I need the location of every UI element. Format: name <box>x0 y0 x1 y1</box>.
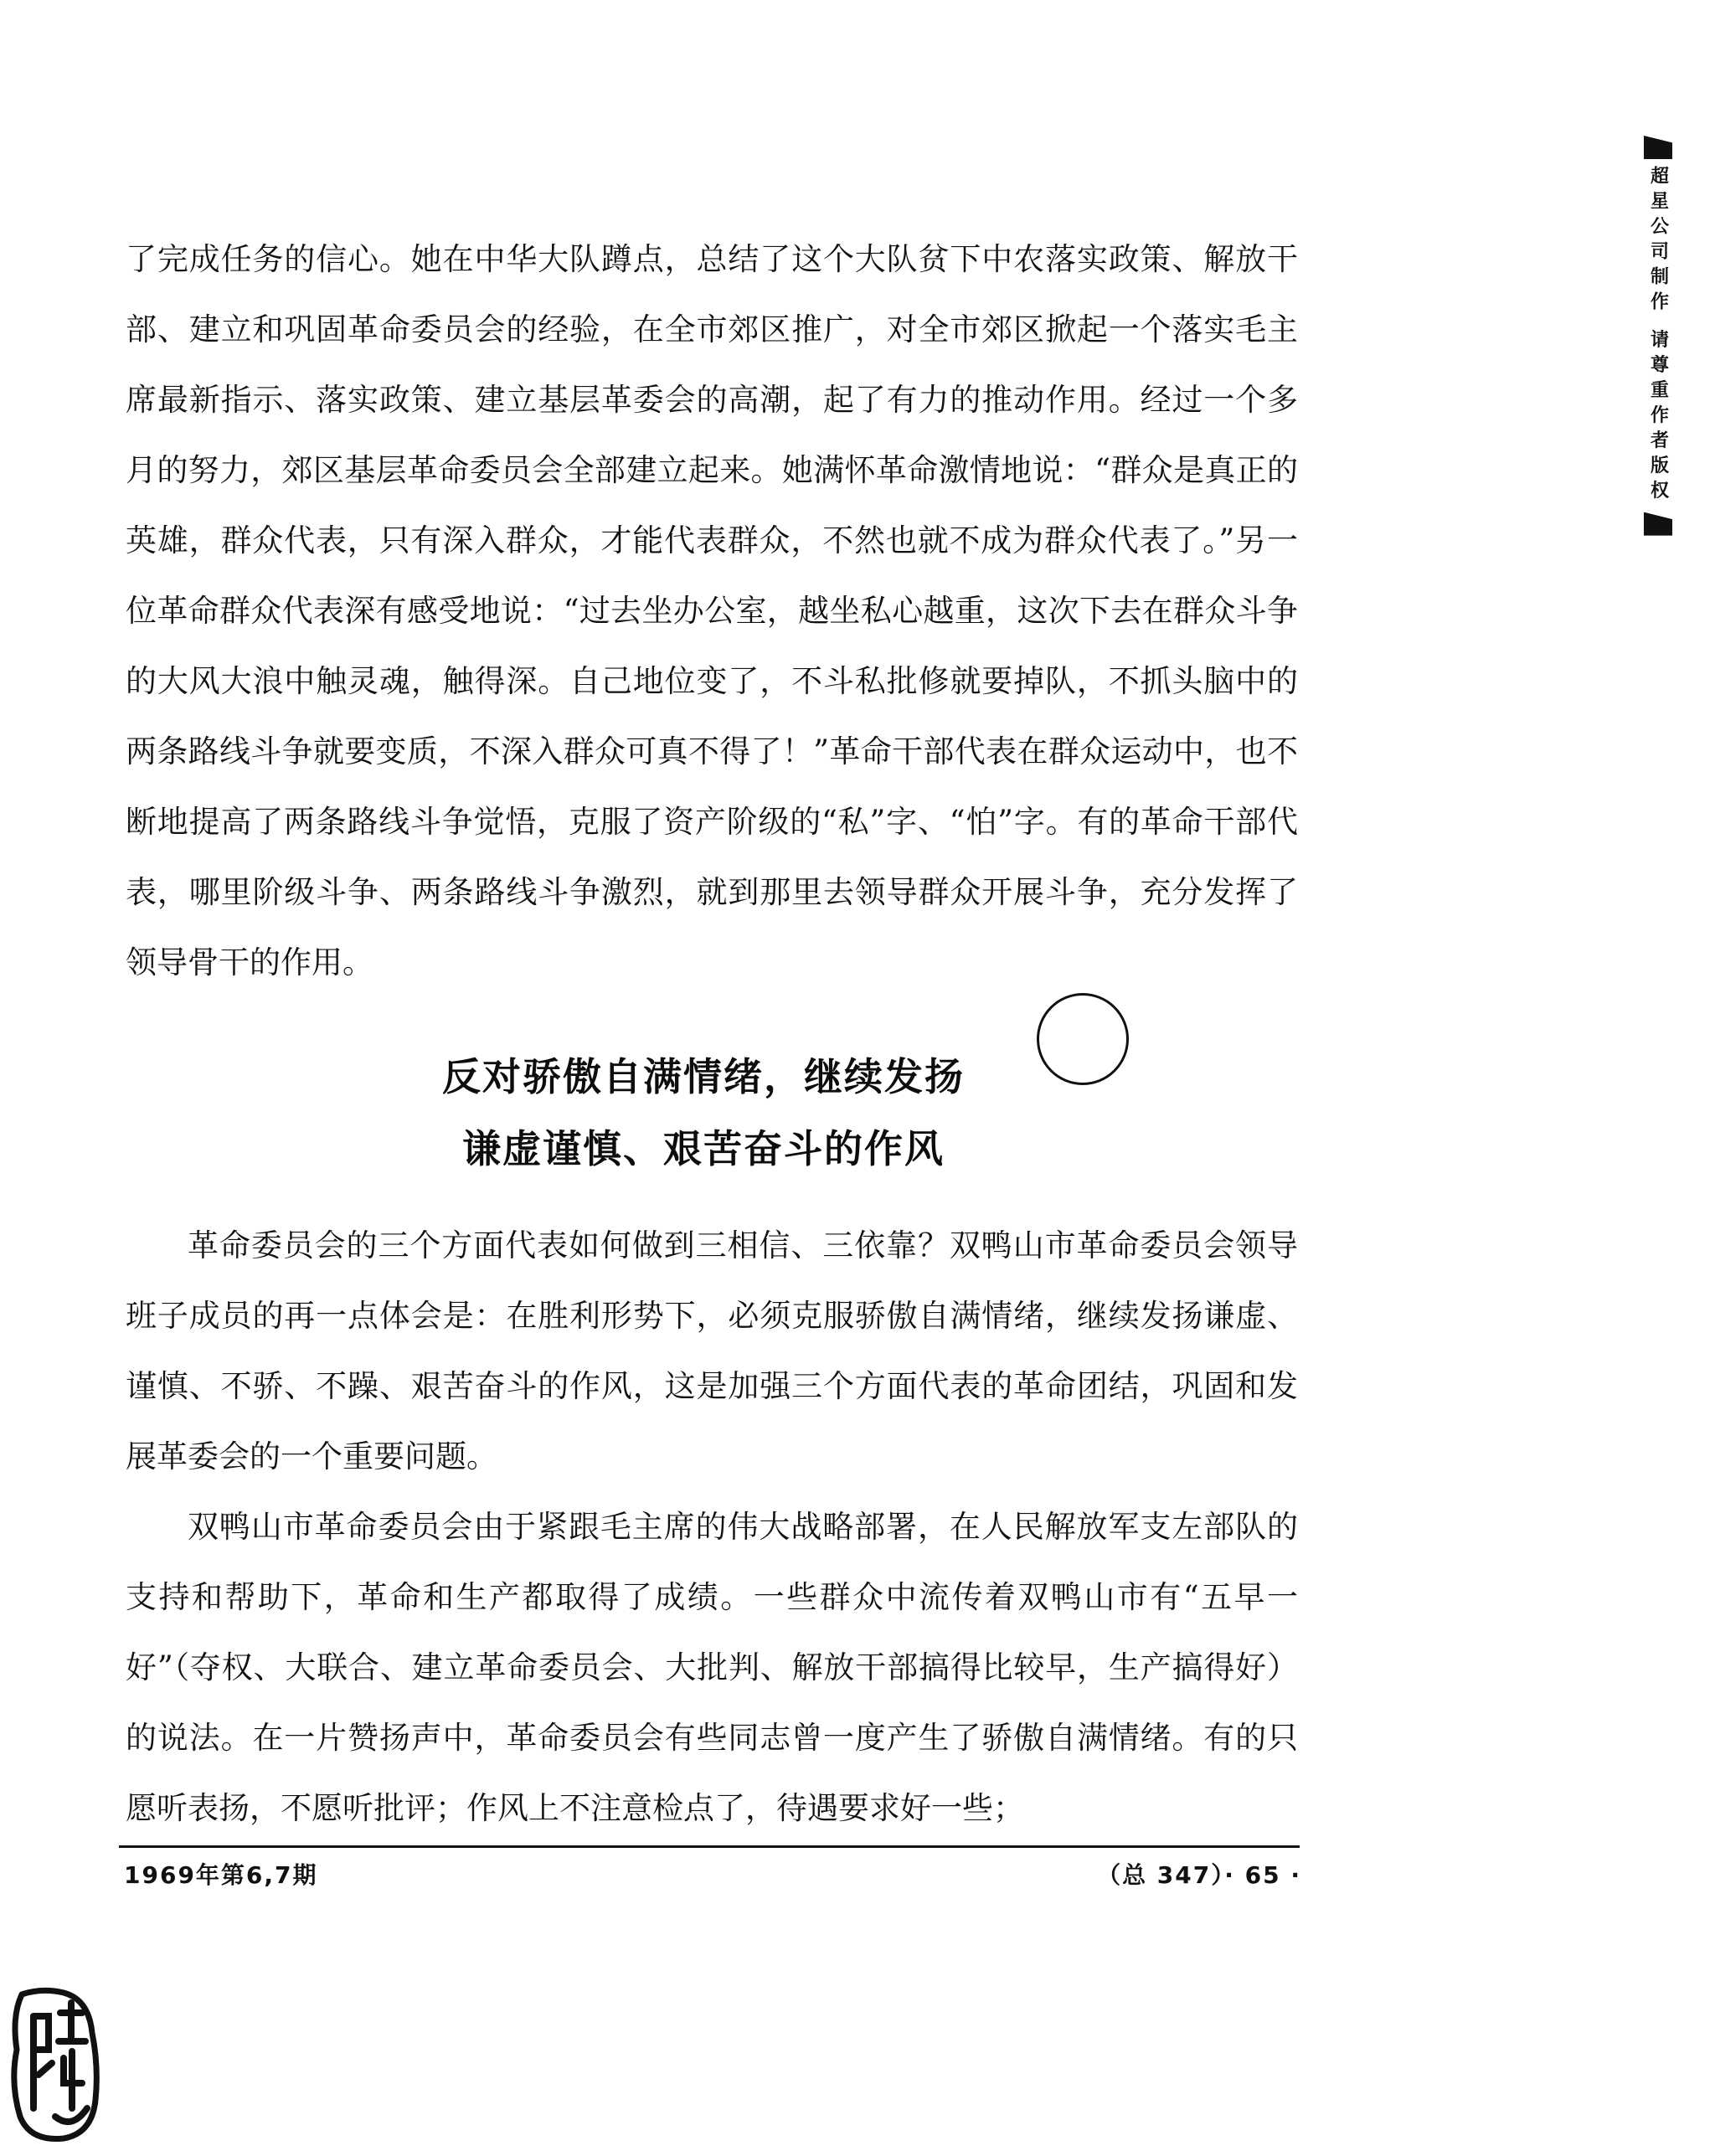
notice-bar-top <box>1644 136 1672 159</box>
copyright-notice <box>1641 136 1675 536</box>
library-seal-stamp <box>5 1983 104 2150</box>
body-text-top <box>126 224 1298 998</box>
copyright-text: 超星公司制作 请尊重作者版权 <box>1647 166 1669 506</box>
page-number: （总 347）· 65 · <box>1097 1861 1301 1889</box>
section-heading-line-1: 反对骄傲自满情绪，继续发扬 <box>442 1054 965 1099</box>
notice-bar-bottom <box>1644 512 1672 536</box>
issue-label: 1969年第6,7期 <box>124 1861 318 1889</box>
paragraph: 革命委员会的三个方面代表如何做到三相信、三依靠？双鸭山市革命委员会领导班子成员的再一点体会是：在胜利形势下，必须克服骄傲自满情绪，继续发扬谦虚、谨慎、不骄、不躁、艰苦奋斗的作风，这是加强三个方面代表的革命团结，巩固和发展革委会的一个重要问题。 <box>126 1227 1298 1474</box>
footer-rule <box>119 1845 1300 1848</box>
paragraph: 了完成任务的信心。她在中华大队蹲点，总结了这个大队贫下中农落实政策、解放干部、建立和巩固革命委员会的经验，在全市郊区推广，对全市郊区掀起一个落实毛主席最新指示、落实政策、建立基层革委会的高潮，起了有力的推动作用。经过一个多月的努力，郊区基层革命委员会全部建立起来。她满怀革命激情地说：“群众是真正的英雄，群众代表，只有深入群众，才能代表群众，不然也就不成为群众代表了。”另一位革命群众代表深有感受地说：“过去坐办公室，越坐私心越重，这次下去在群众斗争的大风大浪中触灵魂，触得深。自己地位变了，不斗私批修就要掉队，不抓头脑中的两条路线斗争就要变质，不深入群众可真不得了！”革命干部代表在群众运动中，也不断地提高了两条路线斗争觉悟，克服了资产阶级的“私”字、“怕”字。有的革命干部代表，哪里阶级斗争、两条路线斗争激烈，就到那里去领导群众开展斗争，充分发挥了领导骨干的作用。 <box>126 241 1298 980</box>
body-text-bottom <box>126 1211 1298 1844</box>
paragraph: 双鸭山市革命委员会由于紧跟毛主席的伟大战略部署，在人民解放军支左部队的支持和帮助下，革命和生产都取得了成绩。一些群众中流传着双鸭山市有“五早一好”（夺权、大联合、建立革命委员会、大批判、解放干部搞得比较早，生产搞得好）的说法。在一片赞扬声中，革命委员会有些同志曾一度产生了骄傲自满情绪。有的只愿听表扬，不愿听批评；作风上不注意检点了，待遇要求好一些； <box>126 1509 1298 1826</box>
section-heading-line-2: 谦虚谨慎、艰苦奋斗的作风 <box>462 1126 945 1171</box>
